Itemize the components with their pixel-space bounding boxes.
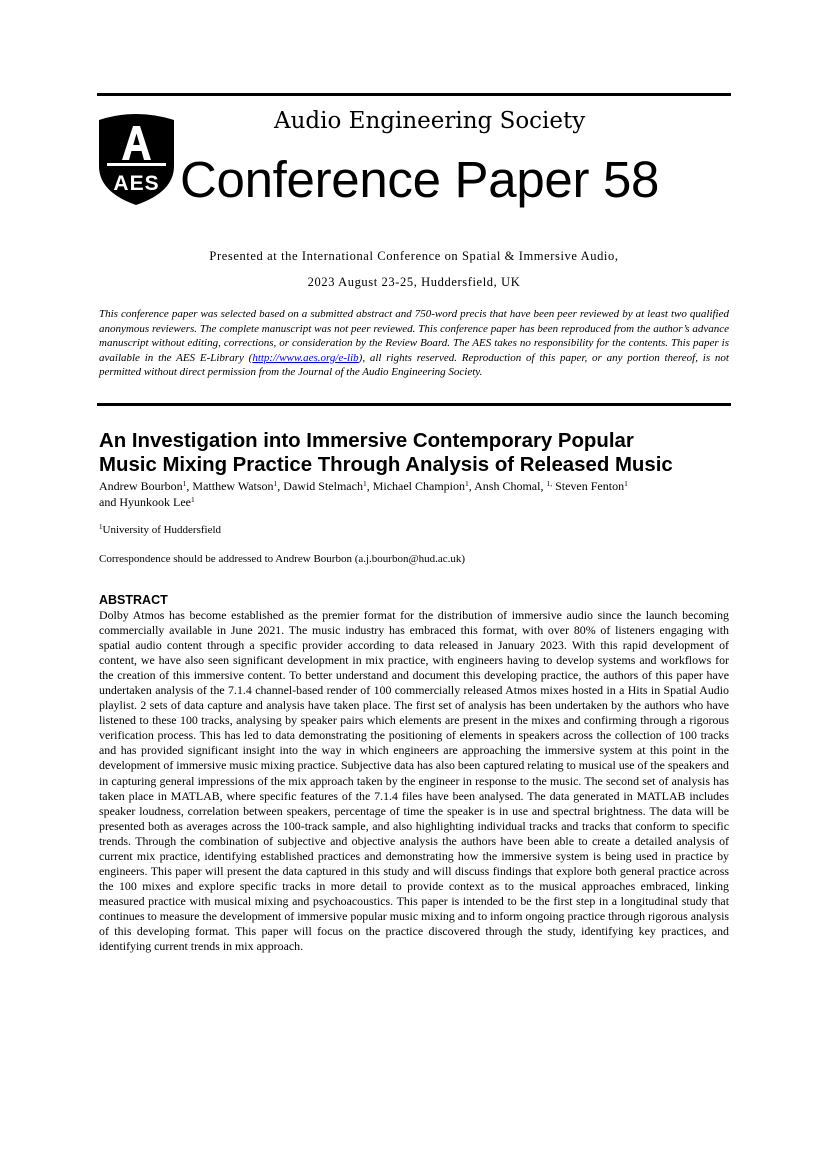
e-library-link[interactable]: http://www.aes.org/e-lib [252,351,359,364]
author-name: Dawid Stelmach [283,479,363,493]
svg-text:AES: AES [113,172,160,195]
paper-title [99,429,739,477]
society-name: Audio Engineering Society [274,108,586,134]
aes-logo [97,114,176,206]
abstract-heading: ABSTRACT [99,593,168,607]
top-rule [97,93,731,96]
title-line-2: Music Mixing Practice Through Analysis of Released Music [99,454,673,476]
author-name: Ansh Chomal [474,479,541,493]
presented-line-2: 2023 August 23-25, Huddersfield, UK [307,275,521,289]
author-affiliation-mark: 1 [190,495,195,504]
notice-text-before: This conference paper was selected based on a submitted abstract and 750-word precis that have been peer reviewed by at least two qualified anonymous reviewers. The complete manuscript was not peer reviewed. This conference paper has been reproduced from the author’s advance manuscript without editing, corrections, or consideration by the Review Board. The AES takes no responsibility for the contents. This paper is available in the AES E-Library ( [99,308,729,364]
author-conjunction: and [99,495,117,509]
author-affiliation-mark: 1 [624,479,628,488]
author-name: Andrew Bourbon [99,479,183,493]
author-name: Michael Champion [372,479,466,493]
author-affiliation-mark: 1 [465,479,469,488]
author-affiliation-mark: 1, [546,479,553,488]
review-notice [99,307,729,380]
header-rule [97,403,731,406]
author-name: Hyunkook Lee [119,495,191,509]
notice-text-after: ), all rights reserved. Reproduction of this paper, or any portion thereof, is not permitted without direct permission from the Journal of the Audio Engineering Society. [99,351,729,379]
author-name: Matthew Watson [192,479,274,493]
title-line-1: An Investigation into Immersive Contemporary Popular [99,430,634,452]
author-affiliation-mark: 1 [182,479,187,488]
author-affiliation-mark: 1 [273,479,278,488]
abstract-body: Dolby Atmos has become established as the premier format for the distribution of immersive audio since the launch becoming commercially available in June 2021. The music industry has embraced this format, with over 80% of listeners engaging with spatial audio content through a specific provider according to data released in January 2023. With this rapid development of content, we have also seen significant development in mix practice, with engineers having to develop systems and workflows for the creation of this immersive content. To better understand and document this developing practice, the authors of this paper have undertaken analysis of the 7.1.4 channel-based render of 100 commercially released Atmos mixes hosted in a Hits in Spatial Audio playlist. 2 sets of data capture and analysis have taken place. The first set of analysis has been undertaken by the authors who have listened to these 100 tracks, analysing by speaker pairs which elements are present in the mixes and confirming through a rigorous verification process. This has led to data demonstrating the positioning of elements in speakers across the collection of 100 tracks and has provided significant insight into the way in which engineers are approaching the immersive system at this point in the development of immersive music mixing practice. Subjective data has also been captured relating to musical use of the speakers and in capturing general impressions of the mix approach taken by the engineer in response to the music. The second set of analysis has taken place in MATLAB, where specific features of the 7.1.4 files have been analysed. The data generated in MATLAB includes speaker loudness, correlation between speakers, percentage of time the speaker is in use and spectral brightness. The data will be presented both as averages across the 100-track sample, and also highlighting individual tracks and tracks that conform to specific trends. Through the combination of subjective and objective analysis the authors have been able to create a detailed analysis of current mix practice, identifying established practices and demonstrating how the immersive system is being used in practice by engineers. This paper will present the data captured in this study and will discuss findings that explore both general practice across the 100 mixes and explore specific tracks in more detail to provide context as to the musical approaches embraced, linking measured practice with musical mixing and psychoacoustics. This paper is intended to be the first step in a longitudinal study that continues to measure the development of immersive popular music mixing and to inform ongoing practice through rigorous analysis of this developing format. This paper will focus on the practice discovered through the study, identifying key practices, and identifying current trends in mix approach. [99,608,730,954]
affiliation [99,524,221,536]
paper-label: Conference Paper 58 [180,151,660,208]
correspondence: Correspondence should be addressed to Andrew Bourbon (a.j.bourbon@hud.ac.uk) [99,553,466,565]
author-name: Steven Fenton [555,479,625,493]
author-affiliation-mark: 1 [362,479,367,488]
affiliation-name: University of Huddersfield [102,524,222,536]
affiliation-mark: 1 [99,523,103,531]
author-list: Andrew Bourbon$^1$, Matthew Watson$^1$, Dawid Stelmach$^1$, Michael Champion$^1$, Ansh Chomal, $^{1,}$ Steven Fenton$^1$ and Hyunkook Lee$^1$ [99,479,628,509]
presented-line-1: Presented at the International Conference on Spatial & Immersive Audio, [209,249,619,263]
